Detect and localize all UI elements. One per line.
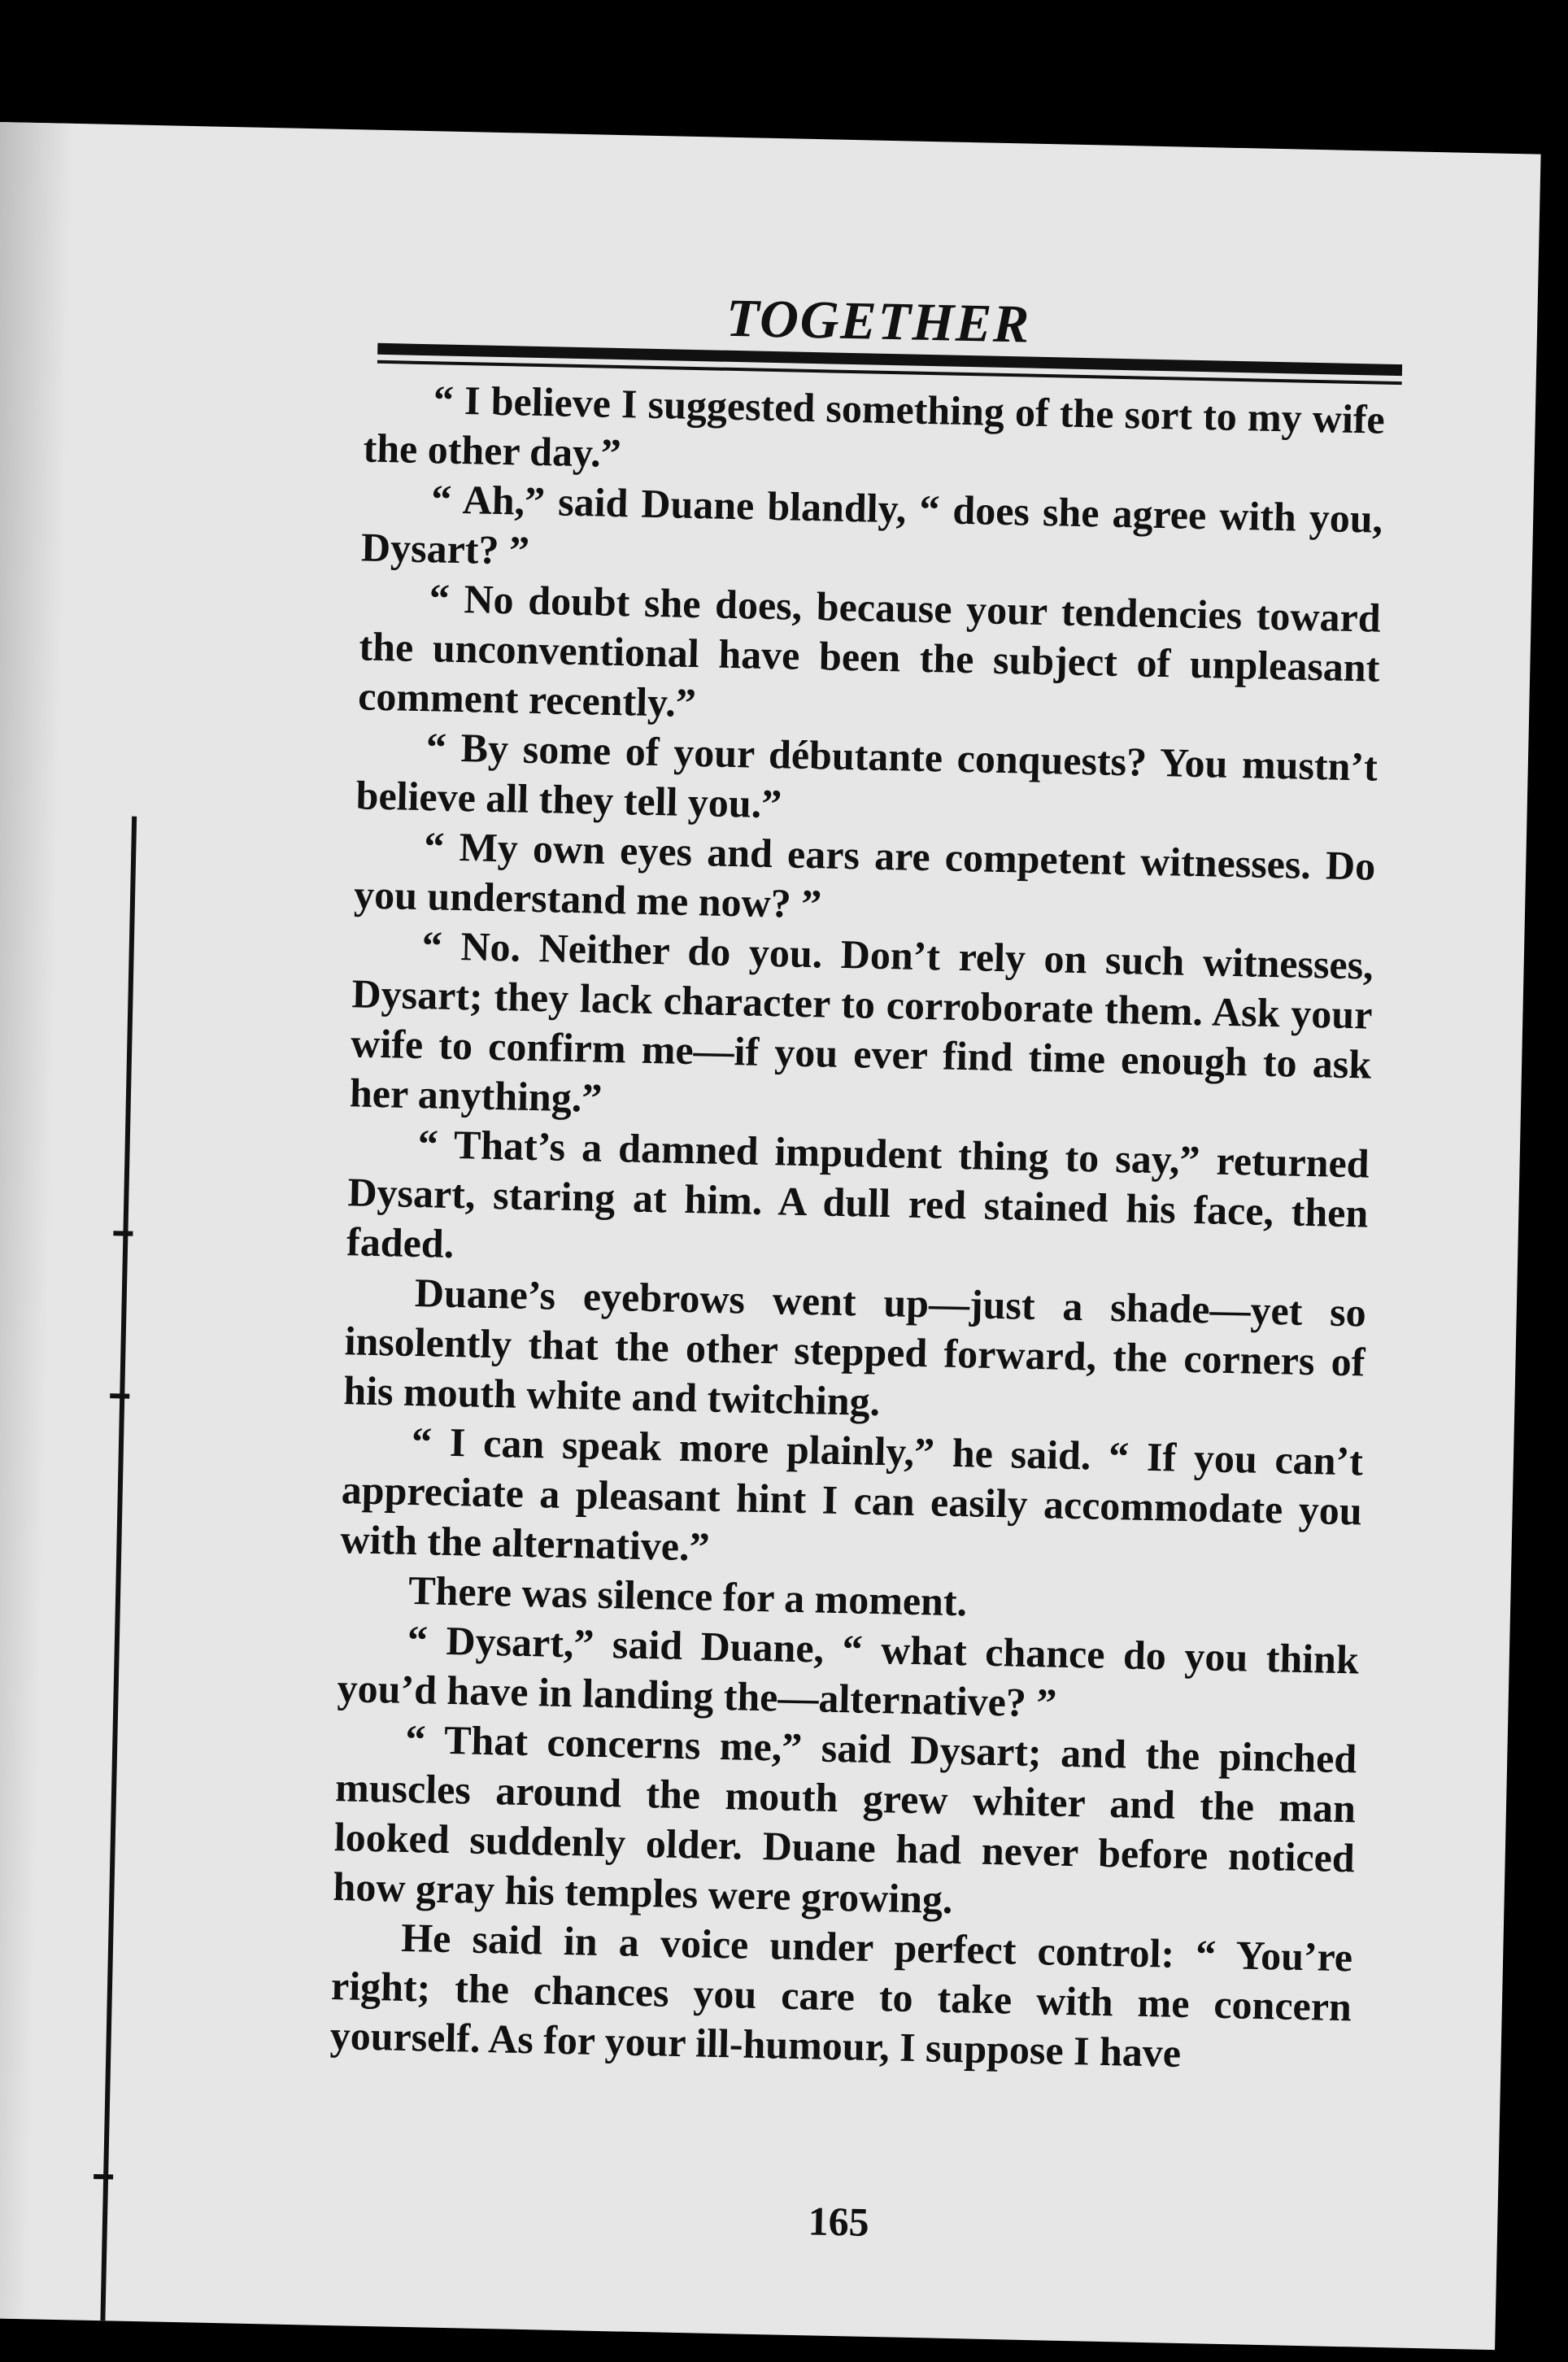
paragraph: “ No. Neither do you. Don’t rely on such witnesses, Dysart; they lack character to corroborate them. Ask your wife to confirm me—if you ever find time enough to ask her anything.” [349,922,1374,1121]
paragraph: “ By some of your débutante conquests? You mustn’t believe all they tell you.” [355,724,1379,827]
running-head: TOGETHER [725,288,1031,355]
gutter-shadow [0,122,73,2319]
paragraph: He said in a voice under perfect control: “ You’re right; the chances you care to take with me concern yourself. As for your ill-humour, I suppose I have [329,1914,1353,2076]
paragraph: “ My own eyes and ears are competent witnesses. Do you understand me now? ” [353,823,1376,927]
binding-mark [110,1393,129,1399]
binding-edge-line [100,817,137,2321]
page-number: 165 [808,2198,870,2245]
paragraph: “ I believe I suggested something of the sort to my wife the other day.” [363,377,1386,477]
paragraph: “ Ah,” said Duane blandly, “ does she agree with you, Dysart? ” [360,476,1383,573]
paragraph: “ Dysart,” said Duane, “ what chance do you think you’d have in landing the—alternative? ” [337,1616,1360,1726]
paragraph: There was silence for a moment. [407,1567,968,1625]
paragraph: “ That concerns me,” said Dysart; and the pinched muscles around the mouth grew whiter and the man looked suddenly older. Duane had never before noticed how gray his temples were growing. [333,1715,1357,1923]
book-page [0,122,1541,2350]
paragraph: “ I can speak more plainly,” he said. “ If you can’t appreciate a pleasant hint I can easily accommodate you with the alternative.” [340,1418,1364,1570]
body-text [329,373,1385,2081]
binding-mark [113,1231,133,1236]
binding-mark [94,2174,113,2180]
paragraph: “ That’s a damned impudent thing to say,” returned Dysart, staring at him. A dull red stained his face, then faded. [346,1121,1370,1266]
paragraph: Duane’s eyebrows went up—just a shade—yet so insolently that the other stepped forward, the corners of his mouth white and twitching. [342,1270,1367,1425]
paragraph: “ No doubt she does, because your tendencies toward the unconventional have been the subject of unpleasant comment recently.” [357,575,1382,726]
